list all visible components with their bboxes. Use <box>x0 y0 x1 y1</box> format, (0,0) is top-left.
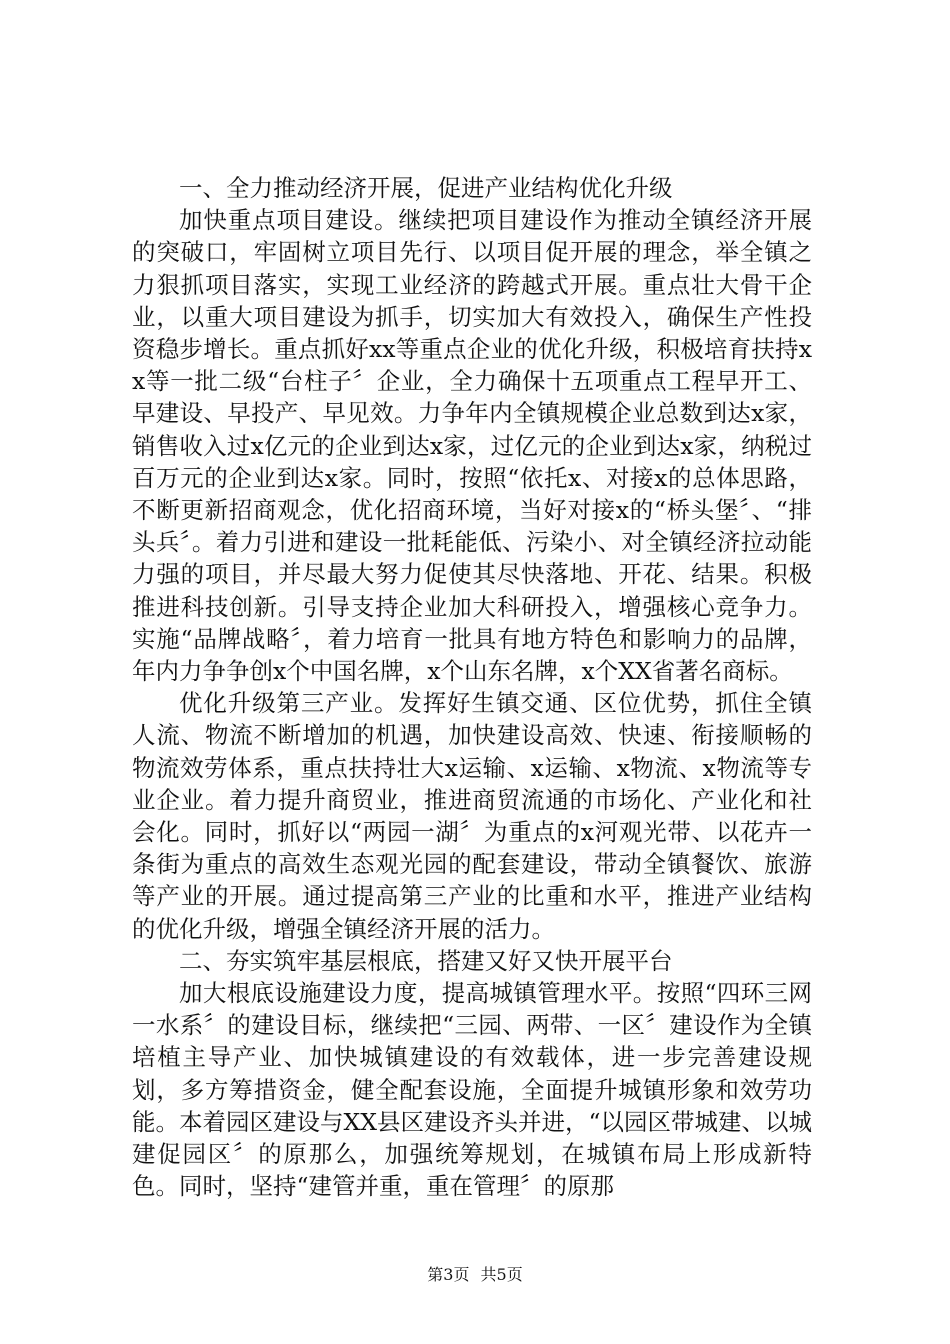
body-paragraph: 优化升级第三产业。发挥好生镇交通、区位优势，抓住全镇人流、物流不断增加的机遇，加快建设高效、快速、衔接顺畅的物流效劳体系，重点扶持壮大x运输、x运输、x物流、x物流等专业企业。着力提升商贸业，推进商贸流通的市场化、产业化和社会化。同时，抓好以“两园一湖〞为重点的x河观光带、以花卉一条街为重点的高效生态观光园的配套建设，带动全镇餐饮、旅游等产业的开展。通过提高第三产业的比重和水平，推进产业结构的优化升级，增强全镇经济开展的活力。 <box>132 689 812 943</box>
section-heading-2: 二、夯实筑牢基层根底，搭建又好又快开展平台 <box>179 946 673 975</box>
document-body <box>132 172 812 1203</box>
body-paragraph: 加快重点项目建设。继续把项目建设作为推动全镇经济开展的突破口，牢固树立项目先行、以项目促开展的理念，举全镇之力狠抓项目落实，实现工业经济的跨越式开展。重点壮大骨干企业，以重大项目建设为抓手，切实加大有效投入，确保生产性投资稳步增长。重点抓好xx等重点企业的优化升级，积极培育扶持xx等一批二级“台柱子〞企业，全力确保十五项重点工程早开工、早建设、早投产、早见效。力争年内全镇规模企业总数到达x家，销售收入过x亿元的企业到达x家，过亿元的企业到达x家，纳税过百万元的企业到达x家。同时，按照“依托x、对接x的总体思路，不断更新招商观念，优化招商环境，当好对接x的“桥头堡〞、“排头兵〞。着力引进和建设一批耗能低、污染小、对全镇经济拉动能力强的项目，并尽最大努力促使其尽快落地、开花、结果。积极推进科技创新。引导支持企业加大科研投入，增强核心竞争力。实施“品牌战略〞，着力培育一批具有地方特色和影响力的品牌，年内力争争创x个中国名牌，x个山东名牌，x个XX省著名商标。 <box>132 206 812 686</box>
body-paragraph: 加大根底设施建设力度，提高城镇管理水平。按照“四环三网一水系〞的建设目标，继续把“三园、两带、一区〞建设作为全镇培植主导产业、加快城镇建设的有效载体，进一步完善建设规划，多方筹措资金，健全配套设施，全面提升城镇形象和效劳功能。本着园区建设与XX县区建设齐头并进，“以园区带城建、以城建促园区〞的原那么，加强统筹规划，在城镇布局上形成新特色。同时，坚持“建管并重，重在管理〞的原那 <box>132 979 812 1201</box>
page-footer: 第3页 共5页 <box>427 1265 523 1284</box>
section-heading-1: 一、全力推动经济开展，促进产业结构优化升级 <box>179 174 673 202</box>
